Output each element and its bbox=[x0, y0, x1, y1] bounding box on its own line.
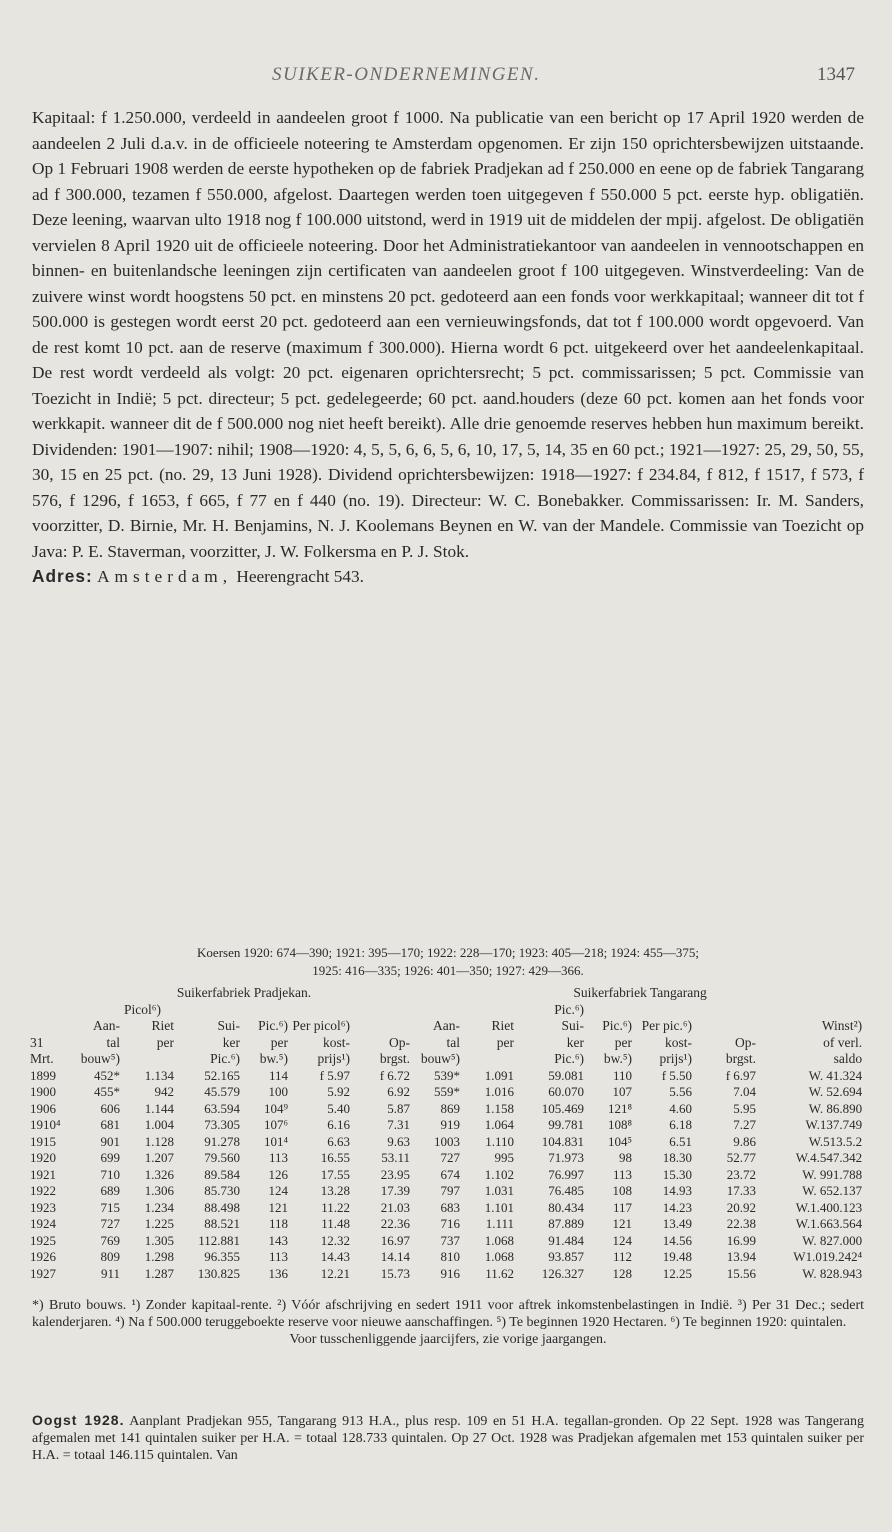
group-header-pradjekan: Suikerfabriek Pradjekan. bbox=[176, 985, 312, 1000]
table-cell: 22.36 bbox=[380, 1216, 411, 1231]
table-cell bbox=[696, 1018, 760, 1035]
table-cell: W.1.400.123 bbox=[795, 1199, 863, 1215]
table-cell: 79.560 bbox=[204, 1150, 240, 1165]
table-row bbox=[30, 1134, 866, 1151]
table-cell: 11.62 bbox=[485, 1265, 515, 1281]
table-cell: W. 991.788 bbox=[802, 1166, 863, 1182]
harvest-label: Oogst 1928. bbox=[32, 1412, 125, 1428]
table-cell: 1.110 bbox=[485, 1133, 515, 1149]
table-cell: Winst²) bbox=[821, 1018, 863, 1033]
table-cell: 11.22 bbox=[321, 1199, 350, 1215]
table-column-header bbox=[30, 1051, 866, 1068]
table-cell: 1924 bbox=[30, 1216, 56, 1231]
table-cell: 117 bbox=[613, 1199, 633, 1215]
table-cell: 91.278 bbox=[204, 1133, 240, 1149]
table-cell: 606 bbox=[100, 1100, 120, 1116]
table-cell: 727 bbox=[100, 1216, 120, 1231]
table-cell: per bbox=[614, 1034, 633, 1050]
table-cell: 674 bbox=[440, 1166, 461, 1182]
table-cell: 681 bbox=[100, 1117, 120, 1132]
table-cell: 71.973 bbox=[548, 1150, 585, 1165]
table-cell: 769 bbox=[100, 1232, 120, 1248]
table-cell: 88.498 bbox=[204, 1199, 240, 1215]
table-cell: 104⁵ bbox=[608, 1133, 633, 1149]
table-cell: f 6.97 bbox=[725, 1067, 757, 1083]
page-header bbox=[0, 60, 892, 94]
table-cell: 12.25 bbox=[662, 1265, 693, 1281]
group-header-tangarang: Suikerfabriek Tangarang bbox=[573, 985, 707, 1000]
table-cell: 31 bbox=[30, 1034, 44, 1050]
table-cell: 112 bbox=[613, 1249, 633, 1264]
table-cell: f 5.50 bbox=[661, 1067, 693, 1083]
table-cell: 797 bbox=[440, 1183, 461, 1198]
table-cell: 59.081 bbox=[548, 1067, 585, 1083]
table-cell: ker bbox=[222, 1034, 240, 1050]
table-cell: 107⁶ bbox=[263, 1117, 288, 1132]
address-city: Amsterdam, bbox=[97, 567, 233, 586]
table-cell: ker bbox=[566, 1034, 585, 1050]
table-cell: 128 bbox=[612, 1265, 633, 1281]
table-cell: 114 bbox=[268, 1067, 288, 1083]
table-cell: 23.95 bbox=[380, 1166, 411, 1182]
table-row bbox=[30, 1200, 866, 1217]
table-cell: 1.064 bbox=[484, 1117, 515, 1132]
table-cell: 4.60 bbox=[669, 1100, 693, 1116]
table-cell: prijs¹) bbox=[317, 1051, 350, 1066]
table-cell: 15.56 bbox=[726, 1265, 757, 1281]
table-cell: of verl. bbox=[823, 1034, 863, 1050]
table-cell: W. 828.943 bbox=[802, 1265, 863, 1281]
table-cell: 136 bbox=[268, 1265, 288, 1281]
table-cell: bouw⁵) bbox=[80, 1051, 120, 1066]
table-cell: 124 bbox=[268, 1183, 288, 1198]
table-cell: Pic.⁶) bbox=[258, 1018, 288, 1033]
table-cell: Pic.⁶) bbox=[602, 1018, 633, 1033]
table-cell: 559* bbox=[434, 1084, 461, 1099]
table-cell: 1922 bbox=[30, 1183, 56, 1198]
table-cell: 53.11 bbox=[381, 1150, 411, 1165]
address-street: Heerengracht 543. bbox=[236, 567, 364, 586]
table-cell: W.513.5.2 bbox=[808, 1133, 863, 1149]
table-row bbox=[30, 1150, 866, 1167]
table-cell: 22.38 bbox=[726, 1216, 757, 1231]
table-cell: 455* bbox=[94, 1084, 120, 1099]
table-row bbox=[30, 1068, 866, 1085]
table-cell: 1.158 bbox=[484, 1100, 515, 1116]
table-cell: f 5.97 bbox=[319, 1067, 350, 1083]
table-cell: 113 bbox=[613, 1166, 633, 1182]
table-cell: tal bbox=[446, 1034, 461, 1050]
table-cell: kost- bbox=[665, 1034, 693, 1050]
table-cell: 1.306 bbox=[144, 1183, 174, 1198]
table-cell: W. 41.324 bbox=[808, 1067, 863, 1083]
table-cell: 7.31 bbox=[387, 1117, 411, 1132]
table-cell: 5.92 bbox=[327, 1084, 350, 1099]
table-cell: 9.86 bbox=[733, 1133, 757, 1149]
table-cell: 5.87 bbox=[387, 1100, 411, 1116]
table-cell: 1920 bbox=[30, 1150, 56, 1165]
table-cell: 6.16 bbox=[327, 1117, 350, 1132]
table-cell: 11.48 bbox=[321, 1216, 350, 1231]
share-prices-line: Koersen 1920: 674—390; 1921: 395—170; 1922: 228—170; 1923: 405—218; 1924: 455—375; bbox=[197, 945, 699, 960]
table-cell: 1.298 bbox=[144, 1249, 174, 1264]
table-cell: 869 bbox=[440, 1100, 461, 1116]
table-cell: 1927 bbox=[30, 1265, 56, 1281]
table-cell: 16.97 bbox=[380, 1232, 411, 1248]
table-cell: 107 bbox=[612, 1084, 633, 1099]
table-cell: 809 bbox=[100, 1249, 120, 1264]
table-cell: 13.94 bbox=[726, 1249, 757, 1264]
table-cell: 1.287 bbox=[144, 1265, 174, 1281]
table-cell: 1.144 bbox=[144, 1100, 174, 1116]
table-cell: 17.33 bbox=[726, 1183, 757, 1198]
table-cell: 18.30 bbox=[662, 1150, 693, 1165]
table-cell: 101⁴ bbox=[263, 1133, 288, 1149]
table-cell: 124 bbox=[612, 1232, 633, 1248]
table-row bbox=[30, 1167, 866, 1184]
table-cell: W. 86.890 bbox=[808, 1100, 863, 1116]
table-cell: 112.881 bbox=[198, 1232, 240, 1248]
table-cell: 87.889 bbox=[548, 1216, 585, 1231]
table-cell: kost- bbox=[323, 1034, 350, 1050]
table-cell: 20.92 bbox=[726, 1199, 757, 1215]
table-cell: Riet bbox=[491, 1018, 515, 1033]
share-prices-line: 1925: 416—335; 1926: 401—350; 1927: 429—366. bbox=[312, 963, 584, 978]
table-cell: brgst. bbox=[379, 1051, 411, 1066]
table-cell: 539* bbox=[434, 1067, 461, 1083]
table-cell: 105.469 bbox=[541, 1100, 585, 1116]
table-cell: 13.49 bbox=[662, 1216, 693, 1231]
table-cell: 452* bbox=[94, 1067, 120, 1083]
table-cell: 16.55 bbox=[320, 1150, 350, 1165]
table-cell: 916 bbox=[440, 1265, 461, 1281]
table-cell: W.4.547.342 bbox=[795, 1150, 863, 1165]
address-label: Adres: bbox=[32, 566, 93, 586]
harvest-section bbox=[32, 1412, 864, 1464]
table-cell: Per pic.⁶) bbox=[641, 1018, 693, 1033]
table-cell: 121⁸ bbox=[608, 1100, 633, 1116]
table-cell: 6.63 bbox=[327, 1133, 350, 1149]
table-cell: 52.165 bbox=[204, 1067, 240, 1083]
table-cell: 1.134 bbox=[144, 1067, 174, 1083]
table-cell: 942 bbox=[154, 1084, 174, 1099]
table-cell: 23.72 bbox=[726, 1166, 757, 1182]
table-cell: 1900 bbox=[30, 1084, 56, 1099]
table-cell: prijs¹) bbox=[659, 1051, 693, 1066]
table-cell: 17.55 bbox=[320, 1166, 350, 1182]
table-cell: 104.831 bbox=[541, 1133, 585, 1149]
table-row bbox=[30, 1266, 866, 1283]
table-row bbox=[30, 1101, 866, 1118]
table-cell: per bbox=[270, 1034, 288, 1050]
table-cell: Op- bbox=[389, 1034, 411, 1050]
table-cell: 919 bbox=[440, 1117, 461, 1132]
table-cell: 104⁹ bbox=[263, 1100, 288, 1116]
table-cell: Aan- bbox=[93, 1018, 120, 1033]
table-cell bbox=[30, 1018, 74, 1035]
table-cell: 1910⁴ bbox=[30, 1117, 61, 1132]
table-cell: 143 bbox=[268, 1232, 288, 1248]
table-cell: 1899 bbox=[30, 1067, 56, 1083]
table-cell: 1921 bbox=[30, 1166, 56, 1182]
table-cell: 98 bbox=[619, 1150, 633, 1165]
running-title: SUIKER-ONDERNEMINGEN. bbox=[272, 64, 541, 85]
table-cell: per bbox=[156, 1034, 174, 1050]
table-column-header bbox=[30, 1035, 866, 1052]
production-table bbox=[30, 985, 866, 1282]
table-cell: W.137.749 bbox=[805, 1117, 863, 1132]
table-cell: 19.48 bbox=[662, 1249, 693, 1264]
table-cell: 699 bbox=[100, 1150, 120, 1165]
footnotes bbox=[32, 1297, 864, 1348]
table-cell bbox=[124, 1051, 178, 1068]
table-cell: 1.128 bbox=[144, 1133, 174, 1149]
table-cell: 14.23 bbox=[662, 1199, 693, 1215]
table-cell: 80.434 bbox=[548, 1199, 585, 1215]
table-cell: 76.485 bbox=[548, 1183, 585, 1198]
table-cell: 5.56 bbox=[669, 1084, 693, 1099]
table-cell: Op- bbox=[735, 1034, 757, 1050]
table-cell: 1.068 bbox=[484, 1232, 515, 1248]
table-row bbox=[30, 1183, 866, 1200]
table-column-header bbox=[30, 1018, 866, 1035]
table-cell: Sui- bbox=[217, 1018, 240, 1033]
table-cell: 85.730 bbox=[204, 1183, 240, 1198]
table-cell: 21.03 bbox=[380, 1199, 411, 1215]
unit-label-right: Pic.⁶) bbox=[554, 1001, 585, 1017]
table-cell: 6.92 bbox=[387, 1084, 411, 1099]
table-cell: 1.326 bbox=[144, 1166, 174, 1182]
table-cell: Riet bbox=[151, 1018, 174, 1033]
table-cell: bw.⁵) bbox=[603, 1051, 633, 1066]
table-cell: 113 bbox=[268, 1150, 288, 1165]
table-cell: 15.30 bbox=[662, 1166, 693, 1182]
table-cell: 1.031 bbox=[484, 1183, 515, 1198]
table-cell: 14.14 bbox=[380, 1249, 411, 1264]
table-cell: 683 bbox=[440, 1199, 461, 1215]
harvest-text: Aanplant Pradjekan 955, Tangarang 913 H.A., plus resp. 109 en 51 H.A. tegallan-gronden. Op 22 Sept. 1928 was Tangerang afgemalen met 141 quintalen suiker per H.A. = totaal 128.733 quintalen. Op 27 Oct. 1928 was Pradjekan afgemalen met 153 quintalen suiker per H.A. = totaal 146.115 quintalen. Van bbox=[32, 1414, 864, 1463]
table-cell: 14.93 bbox=[662, 1183, 693, 1198]
table-cell: 1.068 bbox=[484, 1249, 515, 1264]
table-cell: 126.327 bbox=[541, 1265, 585, 1281]
table-cell: 12.21 bbox=[320, 1265, 350, 1281]
table-cell: 1926 bbox=[30, 1249, 56, 1264]
table-cell: Aan- bbox=[433, 1018, 461, 1033]
table-cell: 5.95 bbox=[733, 1100, 757, 1116]
table-cell: 716 bbox=[440, 1216, 461, 1231]
table-cell: W. 652.137 bbox=[802, 1183, 863, 1198]
table-cell: 45.579 bbox=[204, 1084, 240, 1099]
table-cell: 100 bbox=[268, 1084, 288, 1099]
table-row bbox=[30, 1233, 866, 1250]
table-row bbox=[30, 1216, 866, 1233]
table-cell: 118 bbox=[268, 1216, 288, 1231]
table-cell: 130.825 bbox=[197, 1265, 240, 1281]
table-group-header bbox=[30, 985, 866, 1002]
table-cell: 5.40 bbox=[327, 1100, 350, 1116]
table-cell: 911 bbox=[100, 1265, 120, 1281]
table-cell: 89.584 bbox=[204, 1166, 240, 1182]
table-cell: 126 bbox=[268, 1166, 288, 1182]
table-cell: Sui- bbox=[561, 1018, 585, 1033]
table-cell: 1925 bbox=[30, 1232, 56, 1248]
table-cell: Pic.⁶) bbox=[210, 1051, 240, 1066]
footnotes-text: *) Bruto bouws. ¹) Zonder kapitaal-rente. ²) Vóór afschrijving en sedert 1911 voor aftrek inkomstenbelastingen in Indië. ³) Per 31 Dec.; sedert kalenderjaren. ⁴) Na f 500.000 teruggeboekte reserve voor nieuwe aanschaffingen. ⁵) Te beginnen 1920 Hectaren. ⁶) Te beginnen 1920: quintalen. bbox=[32, 1298, 864, 1330]
table-cell: 1923 bbox=[30, 1199, 56, 1215]
table-cell: 901 bbox=[100, 1133, 120, 1149]
company-description bbox=[32, 105, 864, 590]
table-cell: 99.781 bbox=[548, 1117, 585, 1132]
table-cell: 121 bbox=[268, 1199, 288, 1215]
table-cell: 73.305 bbox=[204, 1117, 240, 1132]
table-cell: 1906 bbox=[30, 1100, 56, 1116]
table-cell: 6.51 bbox=[669, 1133, 693, 1149]
table-cell: 1.234 bbox=[144, 1199, 174, 1215]
table-row bbox=[30, 1117, 866, 1134]
table-cell: 108⁸ bbox=[608, 1117, 633, 1132]
table-cell: Pic.⁶) bbox=[554, 1051, 585, 1066]
table-cell: 1.111 bbox=[485, 1216, 515, 1231]
table-cell: 113 bbox=[268, 1249, 288, 1264]
table-cell: 810 bbox=[440, 1249, 461, 1264]
table-cell: 15.73 bbox=[380, 1265, 411, 1281]
table-cell: 727 bbox=[440, 1150, 461, 1165]
table-cell: 76.997 bbox=[548, 1166, 585, 1182]
table-cell: 1.207 bbox=[144, 1150, 174, 1165]
table-cell: Per picol⁶) bbox=[292, 1018, 350, 1033]
unit-label-left: Picol⁶) bbox=[124, 1001, 161, 1017]
table-cell: 110 bbox=[613, 1067, 633, 1083]
table-cell: 710 bbox=[100, 1166, 120, 1182]
address-line bbox=[32, 564, 864, 590]
table-cell: 96.355 bbox=[204, 1249, 240, 1264]
body-paragraph: Kapitaal: f 1.250.000, verdeeld in aandeelen groot f 1000. Na publicatie van een bericht op 17 April 1920 werden de aandeelen 2 Juli d.a.v. in de officieele noteering te Amsterdam opgenomen. Er zijn 150 oprichtersbewijzen uitstaande. Op 1 Februari 1908 werden de eerste hypotheken op de fabriek Pradjekan ad f 250.000 en eene op de fabriek Tangarang ad f 300.000, tezamen f 550.000, afgelost. Daartegen werden toen uitgegeven f 550.000 5 pct. eerste hyp. obligatiën. Deze leening, waarvan ulto 1918 nog f 100.000 uitstond, werd in 1919 uit de middelen der mpij. afgelost. De obligatiën vervielen 8 April 1920 uit de officieele noteering. Door het Administratiekantoor van aandeelen in vennootschappen en binnen- en buitenlandsche leeningen zijn certificaten van aandeelen groot f 100 uitgegeven. Winstverdeeling: Van de zuivere winst wordt hoogstens 50 pct. en minstens 20 pct. gedoteerd aan een fonds voor werkkapitaal; wanneer dit tot f 500.000 is gestegen wordt eerst 20 pct. gedoteerd aan een vernieuwingsfonds, dat tot f 100.000 wordt opgevoerd. Van de rest komt 10 pct. aan de reserve (maximum f 300.000). Hierna wordt 6 pct. uitgekeerd over het aandeelenkapitaal. De rest wordt verdeeld als volgt: 20 pct. eigenaren oprichtersrecht; 5 pct. commissarissen; 5 pct. Commissie van Toezicht in Indië; 5 pct. directeur; 5 pct. gedelegeerde; 60 pct. aand.houders (deze 60 pct. komen aan het fonds voor werkkapit. wanneer dit de f 500.000 nog niet heeft bereikt). Alle drie genoemde reserves hebben hun maximum bereikt. Dividenden: 1901—1907: nihil; 1908—1920: 4, 5, 5, 6, 6, 5, 6, 10, 17, 5, 14, 35 en 60 pct.; 1921—1927: 25, 29, 50, 55, 30, 15 en 25 pct. (no. 29, 13 Juni 1928). Dividend oprichtersbewijzen: 1918—1927: f 234.84, f 812, f 1517, f 573, f 576, f 1296, f 1653, f 665, f 77 en f 440 (no. 19). Directeur: W. C. Bonebakker. Commissarissen: Ir. M. Sanders, voorzitter, D. Birnie, Mr. H. Benjamins, N. J. Koolemans Beynen en W. van der Mandele. Commissie van Toezicht op Java: P. E. Staverman, voorzitter, J. W. Folkersma en P. J. Stok. bbox=[32, 108, 864, 561]
table-cell: 16.99 bbox=[726, 1232, 757, 1248]
table-cell: 93.857 bbox=[548, 1249, 585, 1264]
table-cell: 1003 bbox=[434, 1133, 461, 1149]
table-cell: brgst. bbox=[725, 1051, 757, 1066]
table-cell: saldo bbox=[833, 1051, 863, 1066]
table-cell: 88.521 bbox=[204, 1216, 240, 1231]
table-cell: 91.484 bbox=[548, 1232, 585, 1248]
table-cell: 60.070 bbox=[548, 1084, 585, 1099]
footnote-reference: Voor tusschenliggende jaarcijfers, zie vorige jaargangen. bbox=[289, 1332, 607, 1347]
table-cell: 108 bbox=[612, 1183, 633, 1198]
table-cell: 121 bbox=[612, 1216, 633, 1231]
share-prices bbox=[32, 944, 864, 980]
table-cell: 7.27 bbox=[733, 1117, 757, 1132]
table-cell: 7.04 bbox=[733, 1084, 757, 1099]
table-cell: f 6.72 bbox=[379, 1067, 411, 1083]
table-cell: 1.016 bbox=[484, 1084, 515, 1099]
table-cell: 17.39 bbox=[380, 1183, 411, 1198]
table-cell: 1915 bbox=[30, 1133, 56, 1149]
table-cell: 737 bbox=[440, 1232, 461, 1248]
table-cell: tal bbox=[106, 1034, 120, 1050]
table-cell: W1.019.242⁴ bbox=[793, 1249, 863, 1264]
table-cell: 14.43 bbox=[320, 1249, 350, 1264]
table-cell: bw.⁵) bbox=[259, 1051, 288, 1066]
page-number: 1347 bbox=[817, 64, 855, 85]
table-cell: W. 52.694 bbox=[808, 1084, 863, 1099]
table-cell: bouw⁵) bbox=[420, 1051, 461, 1066]
table-cell: 1.004 bbox=[144, 1117, 174, 1132]
table-cell: 63.594 bbox=[204, 1100, 240, 1116]
table-cell: 6.18 bbox=[669, 1117, 693, 1132]
table-cell: 1.102 bbox=[484, 1166, 515, 1182]
table-cell: 1.225 bbox=[144, 1216, 174, 1231]
table-cell: 13.28 bbox=[320, 1183, 350, 1198]
table-cell: W.1.663.564 bbox=[795, 1216, 863, 1231]
table-cell: 1.305 bbox=[144, 1232, 174, 1248]
table-cell: W. 827.000 bbox=[802, 1232, 863, 1248]
table-cell: 995 bbox=[494, 1150, 515, 1165]
table-cell: 12.32 bbox=[320, 1232, 350, 1248]
table-cell: Mrt. bbox=[30, 1051, 54, 1066]
table-cell: 715 bbox=[100, 1199, 120, 1215]
table-cell: 689 bbox=[100, 1183, 120, 1198]
table-cell bbox=[354, 1018, 414, 1035]
table-cell: per bbox=[496, 1034, 515, 1050]
table-cell: 52.77 bbox=[726, 1150, 757, 1165]
table-cell: 9.63 bbox=[387, 1133, 411, 1149]
table-row bbox=[30, 1249, 866, 1266]
table-cell: 14.56 bbox=[662, 1232, 693, 1248]
table-cell: 1.101 bbox=[484, 1199, 515, 1215]
table-cell: 1.091 bbox=[484, 1067, 515, 1083]
table-unit-header bbox=[30, 1002, 866, 1019]
table-cell bbox=[464, 1051, 518, 1068]
table-row bbox=[30, 1084, 866, 1101]
